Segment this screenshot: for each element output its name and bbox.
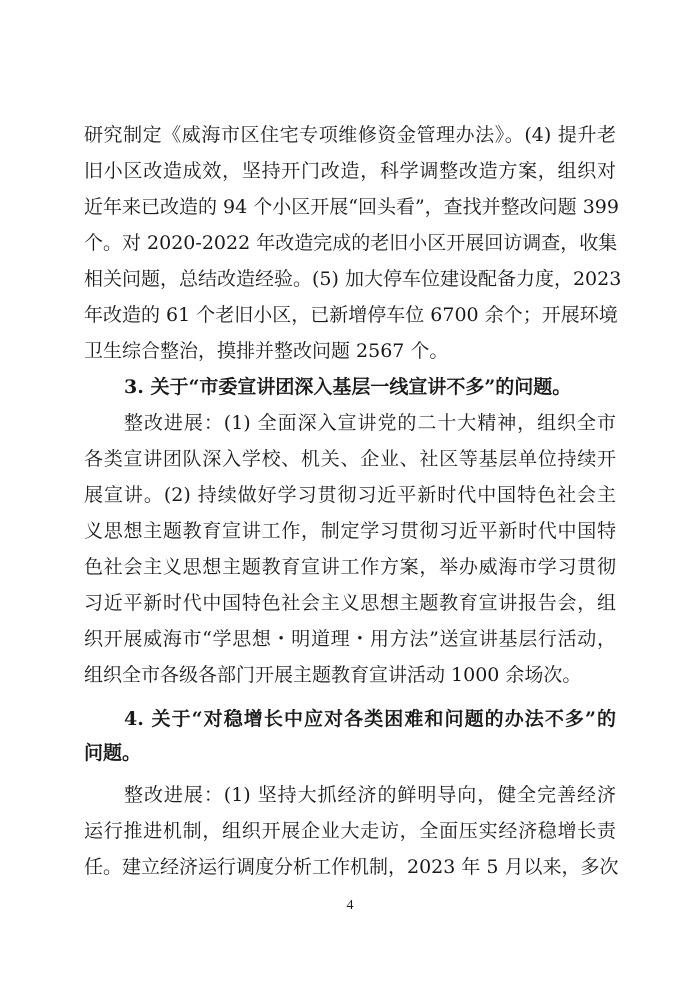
text-line: 整改进展：(1) 坚持大抓经济的鲜明导向，健全完善经济	[124, 784, 616, 806]
text-line: 色社会主义思想主题教育宣讲工作方案，举办威海市学习贯彻	[84, 556, 616, 578]
text-line: 展宣讲。(2) 持续做好学习贯彻习近平新时代中国特色社会主	[84, 484, 616, 506]
text-line: 任。建立经济运行调度分析工作机制，2023 年 5 月以来，多次	[84, 856, 619, 878]
text-line: 各类宣讲团队深入学校、机关、企业、社区等基层单位持续开	[84, 448, 616, 470]
text-line: 近年来已改造的 94 个小区开展“回头看”，查找并整改问题 399	[84, 196, 619, 218]
text-line: 习近平新时代中国特色社会主义思想主题教育宣讲报告会，组	[84, 592, 616, 614]
section-heading-4: 4. 关于“对稳增长中应对各类困难和问题的办法不多”的	[124, 708, 616, 730]
page-number: 4	[346, 898, 354, 913]
text-line: 年改造的 61 个老旧小区，已新增停车位 6700 余个；开展环境	[84, 304, 618, 326]
text-line: 织开展威海市“学思想・明道理・用方法”送宣讲基层行活动，	[84, 628, 616, 650]
text-line: 整改进展：(1) 全面深入宣讲党的二十大精神，组织全市	[124, 412, 616, 434]
text-line: 组织全市各级各部门开展主题教育宣讲活动 1000 余场次。	[84, 664, 582, 686]
section-heading-3: 3. 关于“市委宣讲团深入基层一线宣讲不多”的问题。	[124, 376, 572, 398]
text-line: 相关问题，总结改造经验。(5) 加大停车位建设配备力度，2023	[84, 268, 622, 290]
text-line: 个。对 2020-2022 年改造完成的老旧小区开展回访调查，收集	[84, 232, 618, 254]
text-line: 卫生综合整治，摸排并整改问题 2567 个。	[84, 340, 449, 362]
section-heading-4-cont: 问题。	[84, 742, 142, 764]
text-line: 运行推进机制，组织开展企业大走访，全面压实经济稳增长责	[84, 820, 616, 842]
text-line: 旧小区改造成效，坚持开门改造，科学调整改造方案，组织对	[84, 160, 616, 182]
text-line: 义思想主题教育宣讲工作，制定学习贯彻习近平新时代中国特	[84, 520, 616, 542]
text-line: 研究制定《威海市区住宅专项维修资金管理办法》。(4) 提升老	[84, 124, 616, 146]
